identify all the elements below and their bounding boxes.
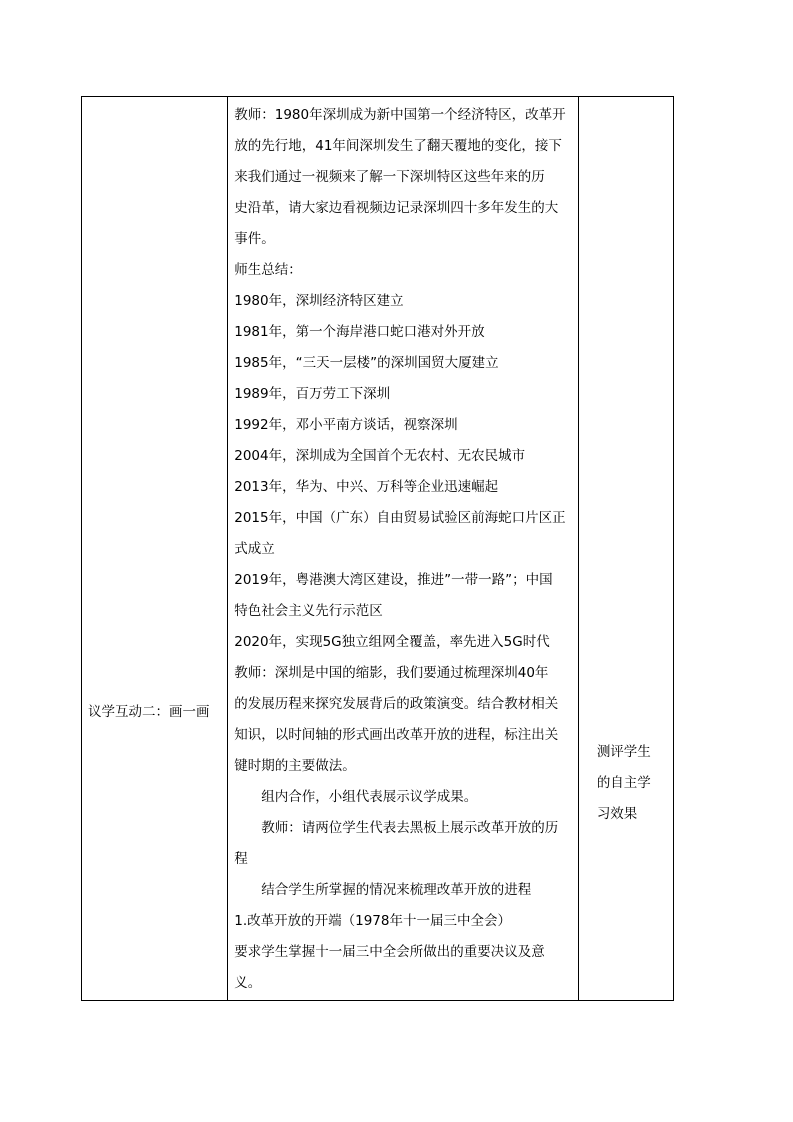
purpose-cell bbox=[578, 97, 673, 1001]
content-line: 教师：1980年深圳成为新中国第一个经济特区，改革开 bbox=[234, 107, 566, 123]
activity-label: 议学互动二：画一画 bbox=[88, 704, 210, 720]
content-line: 结合学生所掌握的情况来梳理改革开放的进程 bbox=[261, 882, 532, 898]
content-line: 史沿革，请大家边看视频边记录深圳四十多年发生的大 bbox=[234, 200, 559, 216]
content-line: 程 bbox=[234, 851, 248, 867]
content-line: 教师：深圳是中国的缩影，我们要通过梳理深圳40年 bbox=[234, 665, 549, 681]
content-line: 2013年，华为、中兴、万科等企业迅速崛起 bbox=[234, 479, 499, 495]
content-line: 1.改革开放的开端（1978年十一届三中全会） bbox=[234, 913, 511, 929]
content-line: 1992年，邓小平南方谈话，视察深圳 bbox=[234, 417, 458, 433]
content-line: 2004年，深圳成为全国首个无农村、无农民城市 bbox=[234, 448, 526, 464]
content-line: 键时期的主要做法。 bbox=[234, 758, 356, 774]
lesson-plan-table bbox=[81, 96, 674, 1001]
purpose-text: 测评学生的自主学习效果 bbox=[596, 744, 651, 822]
content-line: 2020年，实现5G独立组网全覆盖，率先进入5G时代 bbox=[234, 634, 550, 650]
content-line: 特色社会主义先行示范区 bbox=[234, 603, 383, 619]
content-line: 1981年，第一个海岸港口蛇口港对外开放 bbox=[234, 324, 485, 340]
content-line: 1980年，深圳经济特区建立 bbox=[234, 293, 404, 309]
content-cell bbox=[228, 97, 579, 1001]
content-line: 1985年，“三天一层楼”的深圳国贸大厦建立 bbox=[234, 355, 499, 371]
content-lines bbox=[234, 100, 574, 999]
content-line: 师生总结： bbox=[234, 262, 302, 278]
content-line: 2015年，中国（广东）自由贸易试验区前海蛇口片区正 bbox=[234, 510, 566, 526]
content-line: 来我们通过一视频来了解一下深圳特区这些年来的历 bbox=[234, 169, 545, 185]
content-line: 义。 bbox=[234, 975, 262, 991]
activity-cell bbox=[82, 97, 228, 1001]
content-line: 事件。 bbox=[234, 231, 275, 247]
content-line: 教师：请两位学生代表去黑板上展示改革开放的历 bbox=[261, 820, 559, 836]
content-line: 1989年，百万劳工下深圳 bbox=[234, 386, 391, 402]
content-line: 放的先行地，41年间深圳发生了翻天覆地的变化，接下 bbox=[234, 138, 562, 154]
content-line: 式成立 bbox=[234, 541, 275, 557]
content-line: 的发展历程来探究发展背后的政策演变。结合教材相关 bbox=[234, 696, 559, 712]
content-line: 要求学生掌握十一届三中全会所做出的重要决议及意 bbox=[234, 944, 545, 960]
content-line: 组内合作，小组代表展示议学成果。 bbox=[261, 789, 478, 805]
content-line: 知识，以时间轴的形式画出改革开放的进程，标注出关 bbox=[234, 727, 559, 743]
content-line: 2019年，粤港澳大湾区建设，推进”一带一路”；中国 bbox=[234, 572, 553, 588]
table-row bbox=[82, 97, 674, 1001]
